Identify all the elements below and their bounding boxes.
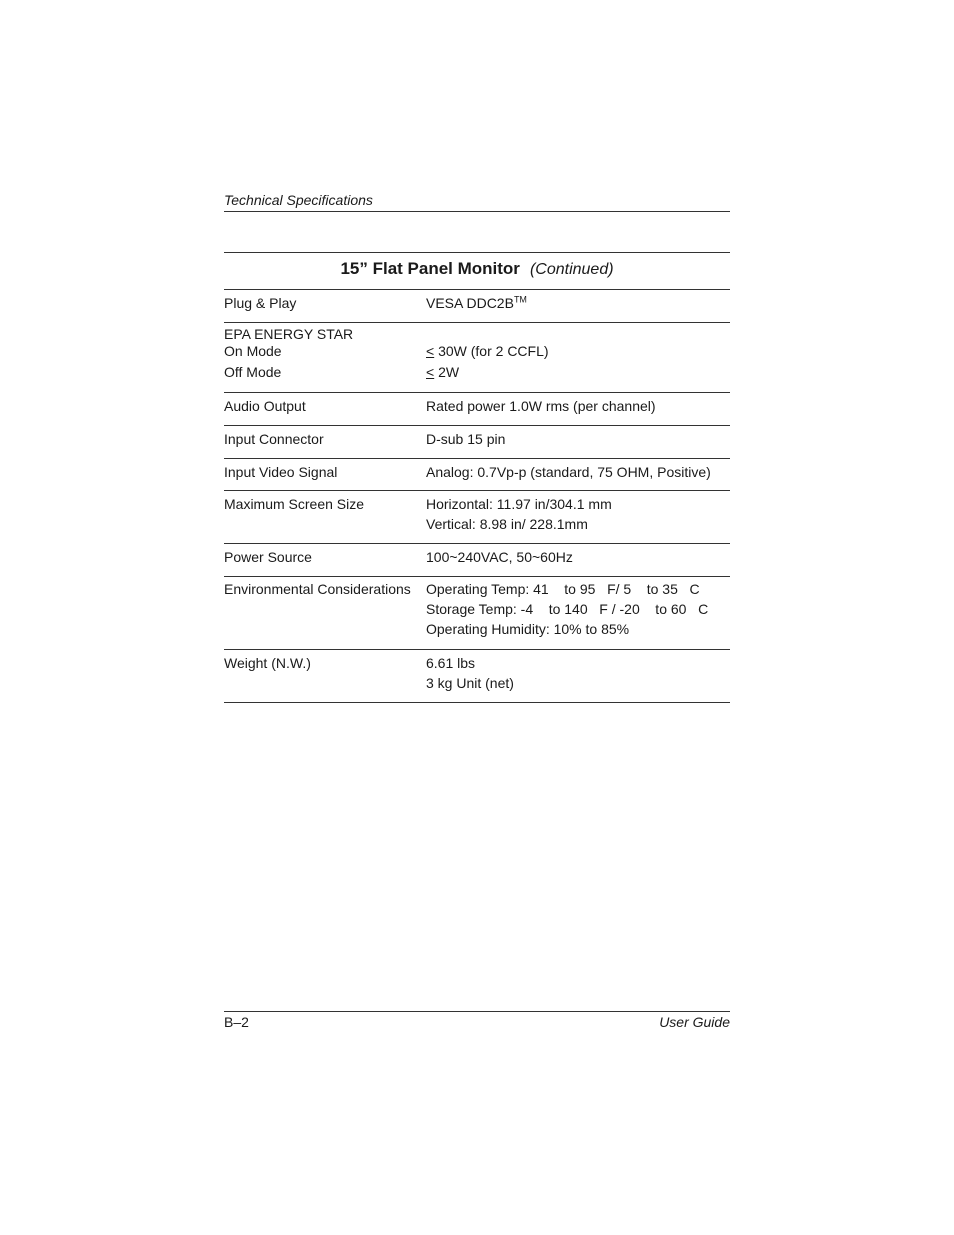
row-value: 100~240VAC, 50~60Hz	[426, 549, 573, 565]
less-equal-symbol: <	[426, 364, 435, 380]
table-row-energy-star	[224, 323, 730, 393]
less-equal-symbol: <	[426, 343, 435, 359]
row-label: Input Video Signal	[224, 464, 338, 480]
table-row-input-connector	[224, 426, 730, 459]
row-value: Rated power 1.0W rms (per channel)	[426, 398, 656, 414]
table-title	[224, 253, 730, 290]
row-value: < 30W (for 2 CCFL) < 2W	[426, 343, 549, 380]
row-label: Weight (N.W.)	[224, 655, 311, 671]
table-title-suffix: (Continued)	[529, 261, 614, 278]
row-value: D-sub 15 pin	[426, 431, 506, 447]
trademark-sup: TM	[513, 294, 527, 305]
table-row-input-video-signal	[224, 459, 730, 491]
table-row-plug-and-play	[224, 290, 730, 323]
row-label: Power Source	[224, 549, 312, 565]
table-row-audio-output	[224, 393, 730, 426]
value-text: VESA DDC2B	[426, 295, 514, 311]
row-value: Analog: 0.7Vp-p (standard, 75 OHM, Positive)	[426, 464, 711, 480]
running-header: Technical Specifications	[224, 192, 373, 208]
row-label: Plug & Play	[224, 295, 297, 311]
row-label: Audio Output	[224, 398, 306, 414]
page-number: B–2	[224, 1014, 249, 1030]
table-row-weight	[224, 650, 730, 702]
table-row-power-source	[224, 544, 730, 577]
row-value: 6.61 lbs 3 kg Unit (net)	[426, 655, 514, 691]
row-value: Operating Temp: 41 to 95 F/ 5 to 35 C Storage Temp: -4 to 140 F / -20 to 60 C Operating Humidity: 10% to 85%	[426, 581, 709, 637]
row-label: Maximum Screen Size	[224, 496, 365, 512]
table-row-max-screen-size	[224, 491, 730, 544]
row-value: Horizontal: 11.97 in/304.1 mm Vertical: 8.98 in/ 228.1mm	[426, 496, 612, 532]
table-title-main: 15” Flat Panel Monitor	[340, 259, 520, 278]
row-label: EPA ENERGY STAR On Mode Off Mode	[224, 326, 354, 380]
table-row-environmental	[224, 577, 730, 650]
spec-table	[224, 252, 730, 703]
row-value	[426, 293, 730, 322]
row-label: Environmental Considerations	[224, 581, 411, 597]
header-rule	[224, 211, 730, 212]
footer-rule	[224, 1011, 730, 1012]
guide-name: User Guide	[659, 1014, 730, 1030]
row-label: Input Connector	[224, 431, 324, 447]
